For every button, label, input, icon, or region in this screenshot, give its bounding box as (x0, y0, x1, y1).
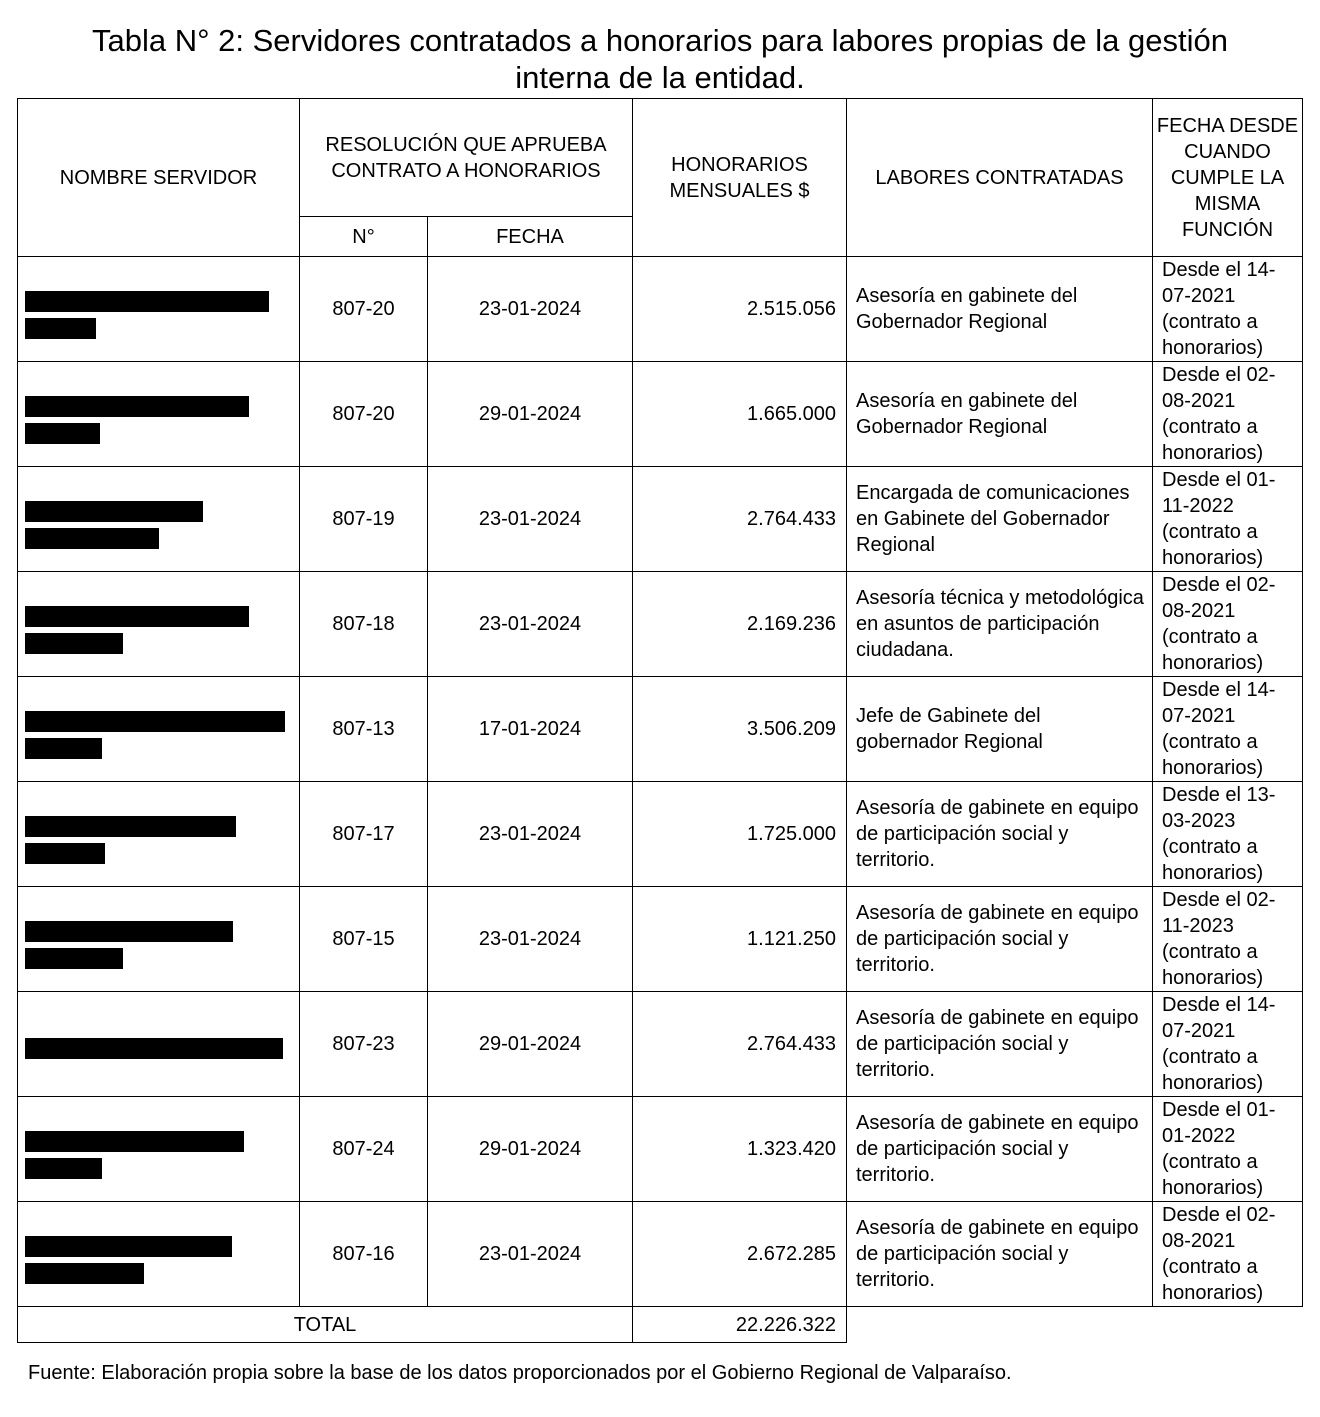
fecha-desde: Desde el 02-08-2021 (contrato a honorarios) (1153, 572, 1303, 677)
resolucion-numero: 807-15 (300, 887, 428, 992)
fecha-desde: Desde el 01-11-2022 (contrato a honorarios) (1153, 467, 1303, 572)
redaction-bar (25, 1038, 283, 1059)
resolucion-numero: 807-20 (300, 257, 428, 362)
servidores-table (17, 98, 1303, 1343)
fecha-desde: Desde el 01-01-2022 (contrato a honorarios) (1153, 1097, 1303, 1202)
redaction-bar (25, 633, 123, 654)
total-value: 22.226.322 (633, 1307, 847, 1343)
resolucion-fecha: 23-01-2024 (428, 257, 633, 362)
header-honorarios: HONORARIOS MENSUALES $ (633, 99, 847, 257)
labores-contratadas: Asesoría de gabinete en equipo de participación social y territorio. (847, 782, 1153, 887)
table-row (18, 257, 1303, 362)
honorarios-mensuales: 3.506.209 (633, 677, 847, 782)
redacted-name-cell (18, 467, 300, 572)
redacted-name-cell (18, 992, 300, 1097)
resolucion-numero: 807-18 (300, 572, 428, 677)
labores-contratadas: Encargada de comunicaciones en Gabinete del Gobernador Regional (847, 467, 1153, 572)
redaction-bar (25, 291, 269, 312)
redacted-name-cell (18, 1202, 300, 1307)
labores-contratadas: Asesoría en gabinete del Gobernador Regional (847, 362, 1153, 467)
resolucion-fecha: 23-01-2024 (428, 782, 633, 887)
redaction-bar (25, 396, 249, 417)
redaction-bar (25, 843, 105, 864)
redacted-name-cell (18, 572, 300, 677)
resolucion-fecha: 23-01-2024 (428, 467, 633, 572)
redacted-name-cell (18, 677, 300, 782)
table-row (18, 887, 1303, 992)
redaction-bar (25, 318, 96, 339)
table-row (18, 362, 1303, 467)
table-row (18, 467, 1303, 572)
labores-contratadas: Asesoría de gabinete en equipo de participación social y territorio. (847, 1202, 1153, 1307)
redaction-bar (25, 1236, 232, 1257)
fecha-desde: Desde el 02-08-2021 (contrato a honorarios) (1153, 362, 1303, 467)
header-nombre-servidor: NOMBRE SERVIDOR (18, 99, 300, 257)
redacted-name-cell (18, 257, 300, 362)
total-label: TOTAL (18, 1307, 633, 1343)
redacted-name-cell (18, 362, 300, 467)
labores-contratadas: Asesoría en gabinete del Gobernador Regional (847, 257, 1153, 362)
table-row (18, 1097, 1303, 1202)
source-note: Fuente: Elaboración propia sobre la base de los datos proporcionados por el Gobierno Regional de Valparaíso. (28, 1362, 1012, 1384)
redaction-bar (25, 1158, 102, 1179)
fecha-desde: Desde el 14-07-2021 (contrato a honorarios) (1153, 257, 1303, 362)
redaction-bar (25, 711, 285, 732)
redaction-bar (25, 816, 236, 837)
header-fecha: FECHA (428, 217, 633, 257)
resolucion-fecha: 17-01-2024 (428, 677, 633, 782)
labores-contratadas: Asesoría de gabinete en equipo de participación social y territorio. (847, 887, 1153, 992)
fecha-desde: Desde el 02-11-2023 (contrato a honorarios) (1153, 887, 1303, 992)
honorarios-mensuales: 2.169.236 (633, 572, 847, 677)
redaction-bar (25, 948, 123, 969)
resolucion-numero: 807-23 (300, 992, 428, 1097)
table-row (18, 677, 1303, 782)
honorarios-mensuales: 1.323.420 (633, 1097, 847, 1202)
resolucion-fecha: 23-01-2024 (428, 572, 633, 677)
redaction-bar (25, 606, 249, 627)
honorarios-mensuales: 1.121.250 (633, 887, 847, 992)
resolucion-fecha: 29-01-2024 (428, 362, 633, 467)
total-row (18, 1307, 1303, 1343)
resolucion-fecha: 29-01-2024 (428, 1097, 633, 1202)
table-row (18, 572, 1303, 677)
redaction-bar (25, 528, 159, 549)
redacted-name-cell (18, 782, 300, 887)
title-line-1: Tabla N° 2: Servidores contratados a honorarios para labores propias de la gestión (92, 23, 1228, 58)
header-resolucion: RESOLUCIÓN QUE APRUEBA CONTRATO A HONORARIOS (300, 99, 633, 217)
labores-contratadas: Asesoría técnica y metodológica en asuntos de participación ciudadana. (847, 572, 1153, 677)
labores-contratadas: Asesoría de gabinete en equipo de participación social y territorio. (847, 992, 1153, 1097)
resolucion-fecha: 23-01-2024 (428, 887, 633, 992)
table-row (18, 992, 1303, 1097)
resolucion-numero: 807-16 (300, 1202, 428, 1307)
redaction-bar (25, 423, 100, 444)
honorarios-mensuales: 1.725.000 (633, 782, 847, 887)
resolucion-fecha: 23-01-2024 (428, 1202, 633, 1307)
redaction-bar (25, 738, 102, 759)
table-row (18, 1202, 1303, 1307)
header-fecha-desde: FECHA DESDE CUANDO CUMPLE LA MISMA FUNCIÓN (1153, 99, 1303, 257)
header-labores: LABORES CONTRATADAS (847, 99, 1153, 257)
fecha-desde: Desde el 14-07-2021 (contrato a honorarios) (1153, 677, 1303, 782)
title-line-2: interna de la entidad. (515, 60, 805, 95)
redaction-bar (25, 1263, 144, 1284)
redaction-bar (25, 501, 203, 522)
honorarios-mensuales: 2.515.056 (633, 257, 847, 362)
resolucion-numero: 807-20 (300, 362, 428, 467)
fecha-desde: Desde el 02-08-2021 (contrato a honorarios) (1153, 1202, 1303, 1307)
table-title (0, 22, 1320, 96)
resolucion-fecha: 29-01-2024 (428, 992, 633, 1097)
redacted-name-cell (18, 887, 300, 992)
resolucion-numero: 807-24 (300, 1097, 428, 1202)
resolucion-numero: 807-17 (300, 782, 428, 887)
labores-contratadas: Asesoría de gabinete en equipo de participación social y territorio. (847, 1097, 1153, 1202)
honorarios-mensuales: 1.665.000 (633, 362, 847, 467)
honorarios-mensuales: 2.672.285 (633, 1202, 847, 1307)
redaction-bar (25, 1131, 244, 1152)
resolucion-numero: 807-19 (300, 467, 428, 572)
fecha-desde: Desde el 14-07-2021 (contrato a honorarios) (1153, 992, 1303, 1097)
table-row (18, 782, 1303, 887)
header-numero: N° (300, 217, 428, 257)
honorarios-mensuales: 2.764.433 (633, 467, 847, 572)
redacted-name-cell (18, 1097, 300, 1202)
fecha-desde: Desde el 13-03-2023 (contrato a honorarios) (1153, 782, 1303, 887)
honorarios-mensuales: 2.764.433 (633, 992, 847, 1097)
labores-contratadas: Jefe de Gabinete del gobernador Regional (847, 677, 1153, 782)
redaction-bar (25, 921, 233, 942)
resolucion-numero: 807-13 (300, 677, 428, 782)
